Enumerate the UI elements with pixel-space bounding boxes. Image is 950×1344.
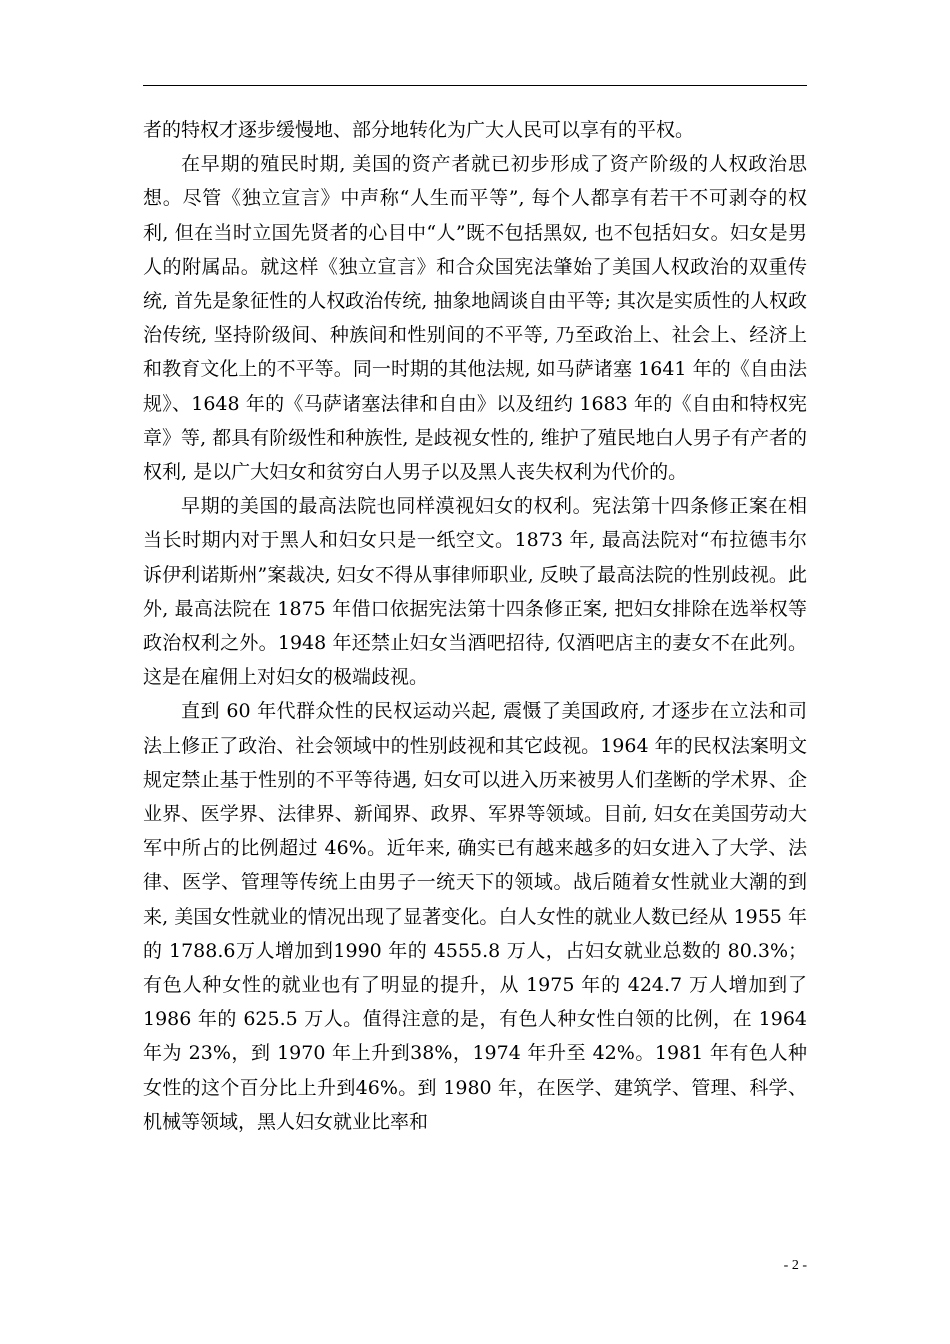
paragraph-supreme-court: 早期的美国的最高法院也同样漠视妇女的权利。宪法第十四条修正案在相当长时期内对于黑人和妇女只是一纸空文。1873 年, 最高法院对“布拉德韦尔诉伊利诺斯州”案裁决, 妇女不得从事律师职业, 反映了最高法院的性别歧视。此外, 最高法院在 1875 年借口依据宪法第十四条修正案, 把妇女排除在选举权等政治权利之外。1948 年还禁止妇女当酒吧招待, 仅酒吧店主的妻女不在此列。这是在雇佣上对妇女的极端歧视。 bbox=[143, 495, 807, 689]
header-rule bbox=[143, 85, 807, 86]
paragraph-civil-rights: 直到 60 年代群众性的民权运动兴起, 震慑了美国政府, 才逐步在立法和司法上修正了政治、社会领域中的性别歧视和其它歧视。1964 年的民权法案明文规定禁止基于性别的不平等待遇, 妇女可以进入历来被男人们垄断的学术界、企业界、医学界、法律界、新闻界、政界、军界等领域。目前, 妇女在美国劳动大军中所占的比例超过 46%。近年来, 确实已有越来越多的妇女进入了大学、法律、医学、管理等传统上由男子一统天下的领域。战后随着女性就业大潮的到来, 美国女性就业的情况出现了显著变化。白人女性的就业人数已经从 1955 年的 1788.6万人增加到1990 年的 4555.8 万人，占妇女就业总数的 80.3%；有色人种女性的就业也有了明显的提升，从 1975 年的 424.7 万人增加到了 1986 年的 625.5 万人。值得注意的是，有色人种女性白领的比例，在 1964 年为 23%，到 1970 年上升到38%，1974 年升至 42%。1981 年有色人种女性的这个百分比上升到46%。到 1980 年，在医学、建筑学、管理、科学、机械等领域，黑人妇女就业比率和 bbox=[143, 700, 807, 1133]
body-text bbox=[143, 113, 807, 1139]
paragraph-continuation: 者的特权才逐步缓慢地、部分地转化为广大人民可以享有的平权。 bbox=[143, 119, 695, 141]
paragraph-colonial-era: 在早期的殖民时期, 美国的资产者就已初步形成了资产阶级的人权政治思想。尽管《独立宣言》中声称“人生而平等”, 每个人都享有若干不可剥夺的权利, 但在当时立国先贤者的心目中“人”既不包括黑奴, 也不包括妇女。妇女是男人的附属品。就这样《独立宣言》和合众国宪法肇始了美国人权政治的双重传统, 首先是象征性的人权政治传统, 抽象地阔谈自由平等; 其次是实质性的人权政治传统, 坚持阶级间、种族间和性别间的不平等, 乃至政治上、社会上、经济上和教育文化上的不平等。同一时期的其他法规, 如马萨诸塞 1641 年的《自由法规》、1648 年的《马萨诸塞法律和自由》以及纽约 1683 年的《自由和特权宪章》等, 都具有阶级性和种族性, 是歧视女性的, 维护了殖民地白人男子有产者的权利, 是以广大妇女和贫穷白人男子以及黑人丧失权利为代价的。 bbox=[143, 153, 807, 484]
page-number: - 2 - bbox=[783, 1258, 807, 1273]
